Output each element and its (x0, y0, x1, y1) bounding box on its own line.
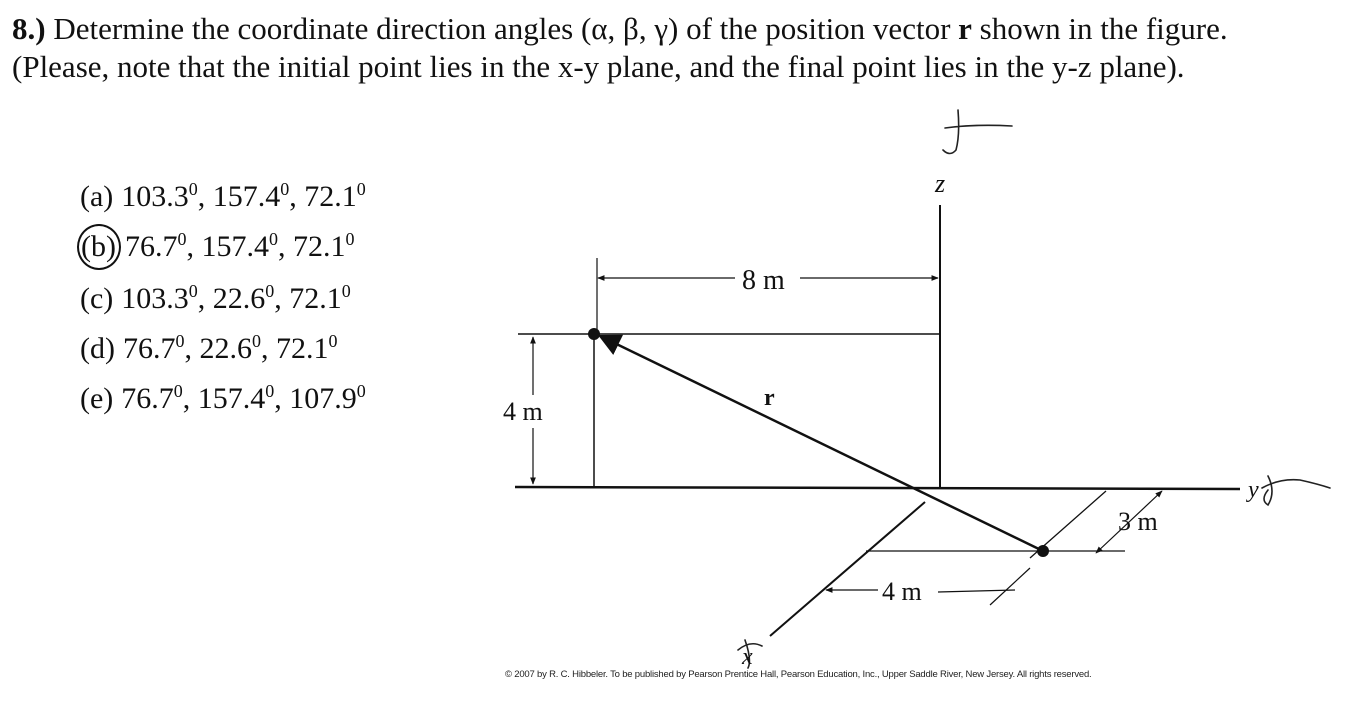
degree-mark: 0 (345, 229, 355, 249)
degree-mark: 0 (177, 229, 187, 249)
choice-value: 107.9 (289, 382, 357, 415)
position-vector-r (600, 336, 1043, 551)
choice-e[interactable]: (e) 76.7$^0$, 157.4$^0$, 107.9$^0$ (80, 370, 366, 420)
x-axis (770, 502, 925, 636)
vector-r-label: r (764, 385, 775, 411)
copyright-notice: © 2007 by R. C. Hibbeler. To be published by Pearson Prentice Hall, Pearson Education, Inc., Upper Saddle River, New Jersey. All rights reserved. (505, 669, 1092, 680)
degree-mark: 0 (188, 281, 198, 301)
dimension-arrow-4m-bottom-tick (990, 568, 1030, 605)
choice-label: (a) (80, 180, 114, 213)
handwritten-plus-z-mark (943, 110, 1012, 154)
dimension-label-4m-bottom: 4 m (882, 577, 922, 606)
choice-a[interactable]: (a) 103.3$^0$, 157.4$^0$, 72.1$^0$ (80, 168, 366, 218)
dimension-arrow-4m-bottom-right (938, 590, 1015, 592)
dimension-label-3m: 3 m (1118, 507, 1158, 536)
degree-mark: 0 (356, 381, 366, 401)
dimension-label-8m: 8 m (742, 265, 785, 296)
degree-mark: 0 (265, 381, 275, 401)
choice-c[interactable]: (c) 103.3$^0$, 22.6$^0$, 72.1$^0$ (80, 270, 366, 320)
question-text-before: Determine the coordinate direction angles (α, β, γ) of the position vector (45, 11, 959, 46)
choice-label: (e) (80, 382, 114, 415)
choice-b[interactable]: (b) 76.7$^0$, 157.4$^0$, 72.1$^0$ (80, 218, 366, 270)
vector-initial-point (1037, 545, 1049, 557)
choice-value: 76.7 (124, 230, 178, 263)
choice-value: 157.4 (212, 180, 281, 213)
choice-value: 103.3 (121, 180, 189, 213)
choice-d[interactable]: (d) 76.7$^0$, 22.6$^0$, 72.1$^0$ (80, 320, 366, 370)
degree-mark: 0 (265, 281, 275, 301)
choice-value: 103.3 (121, 282, 189, 315)
handwritten-plus-y-mark (1262, 476, 1330, 505)
degree-mark: 0 (175, 331, 185, 351)
degree-mark: 0 (268, 229, 278, 249)
question-number: 8.) (12, 11, 46, 46)
y-axis-label: y (1248, 477, 1259, 503)
choice-value: 22.6 (212, 282, 266, 315)
vector-final-point (588, 328, 600, 340)
choice-value: 72.1 (292, 230, 346, 263)
choice-label-circled: (b) (77, 224, 121, 270)
choice-value: 72.1 (275, 332, 329, 365)
question-vector-symbol: r (958, 11, 972, 46)
degree-mark: 0 (356, 179, 366, 199)
degree-mark: 0 (280, 179, 290, 199)
x-axis-label: x (742, 644, 753, 670)
degree-mark: 0 (173, 381, 183, 401)
choice-value: 22.6 (199, 332, 252, 365)
choice-value: 72.1 (304, 180, 357, 213)
choice-value: 157.4 (197, 382, 266, 415)
degree-mark: 0 (251, 331, 261, 351)
degree-mark: 0 (188, 179, 198, 199)
choice-label: (d) (80, 332, 115, 365)
choice-value: 72.1 (289, 282, 342, 315)
choice-label: (c) (80, 282, 114, 315)
y-axis (515, 487, 1240, 489)
degree-mark: 0 (328, 331, 338, 351)
z-axis-label: z (935, 169, 946, 198)
choice-value: 76.7 (121, 382, 174, 415)
choice-value: 157.4 (201, 230, 269, 263)
choice-value: 76.7 (122, 332, 176, 365)
dimension-label-4m-left: 4 m (503, 397, 543, 426)
degree-mark: 0 (341, 281, 351, 301)
question-text-after: shown in the figure. (Please, note that the initial point lies in the x-y plane, and the final point lies in the y-z plane). (12, 11, 1228, 84)
